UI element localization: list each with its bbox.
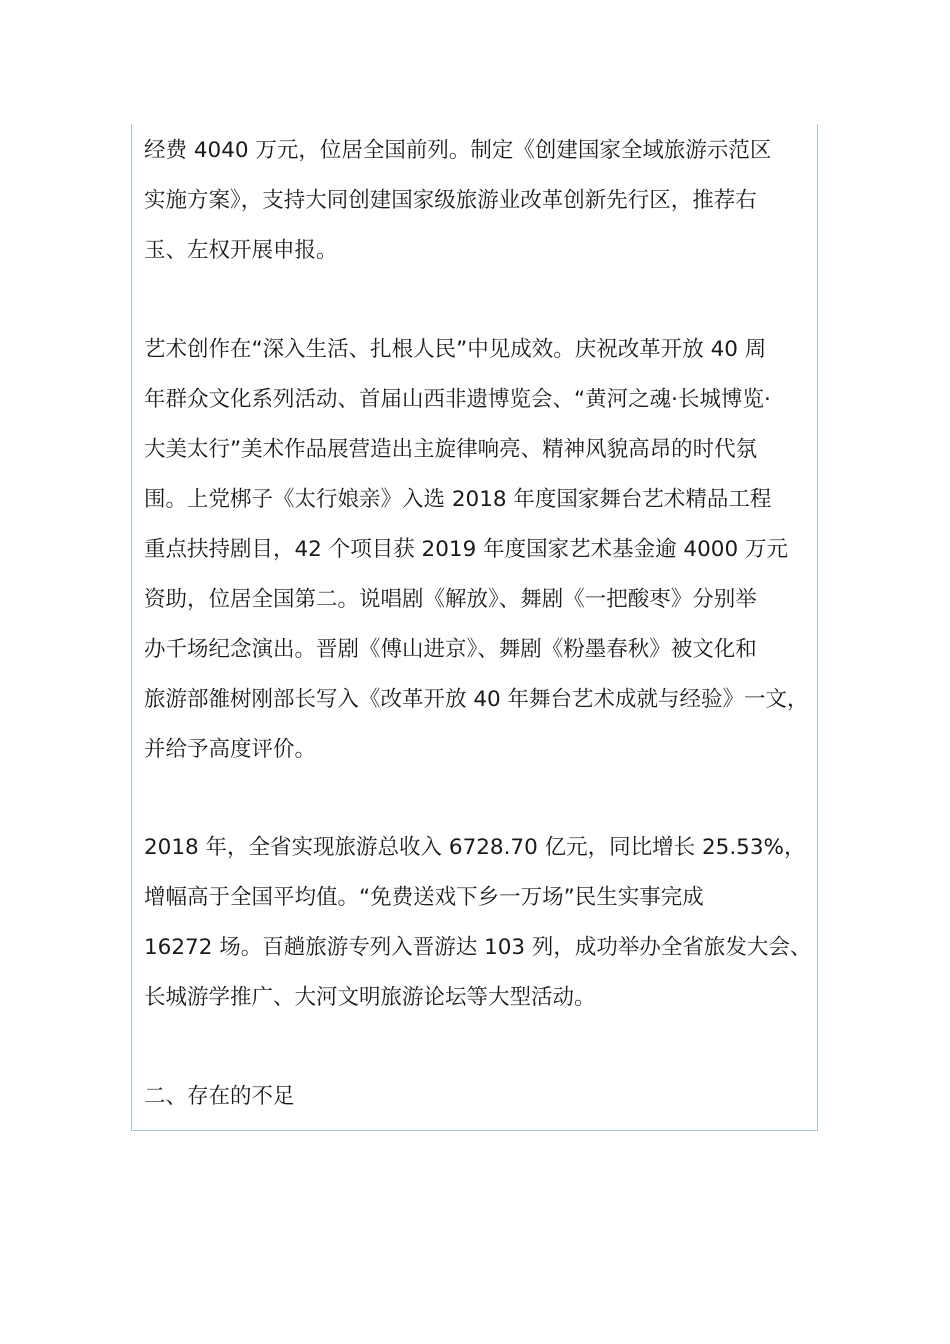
- text-line: 资助，位居全国第二。说唱剧《解放》、舞剧《一把酸枣》分别举: [144, 587, 757, 612]
- content-frame: [131, 124, 818, 1131]
- text-line: 年群众文化系列活动、首届山西非遗博览会、“黄河之魂·长城博览·: [144, 387, 771, 412]
- text-line: 经费 4040 万元，位居全国前列。制定《创建国家全域旅游示范区: [144, 138, 772, 163]
- text-line: 大美太行”美术作品展营造出主旋律响亮、精神风貌高昂的时代氛: [144, 437, 758, 462]
- text-line: 重点扶持剧目，42 个项目获 2019 年度国家艺术基金逾 4000 万元: [144, 537, 788, 562]
- text-line: 办千场纪念演出。晋剧《傅山进京》、舞剧《粉墨春秋》被文化和: [144, 637, 757, 662]
- text-line: 增幅高于全国平均值。“免费送戏下乡一万场”民生实事完成: [144, 885, 704, 910]
- text-line: 旅游部雒树刚部长写入《改革开放 40 年舞台艺术成就与经验》一文，: [144, 687, 809, 712]
- text-line: 2018 年，全省实现旅游总收入 6728.70 亿元，同比增长 25.53%，: [144, 835, 806, 860]
- text-line: 围。上党梆子《太行娘亲》入选 2018 年度国家舞台艺术精品工程: [144, 487, 772, 512]
- text-line: 艺术创作在“深入生活、扎根人民”中见成效。庆祝改革开放 40 周: [144, 337, 767, 362]
- section-heading: 二、存在的不足: [144, 1084, 295, 1109]
- text-line: 16272 场。百趟旅游专列入晋游达 103 列，成功举办全省旅发大会、: [144, 935, 812, 960]
- text-line: 实施方案》，支持大同创建国家级旅游业改革创新先行区，推荐右: [144, 188, 757, 213]
- text-line: 长城游学推广、大河文明旅游论坛等大型活动。: [144, 985, 596, 1010]
- text-line: 并给予高度评价。: [144, 737, 317, 762]
- text-line: 玉、左权开展申报。: [144, 238, 338, 263]
